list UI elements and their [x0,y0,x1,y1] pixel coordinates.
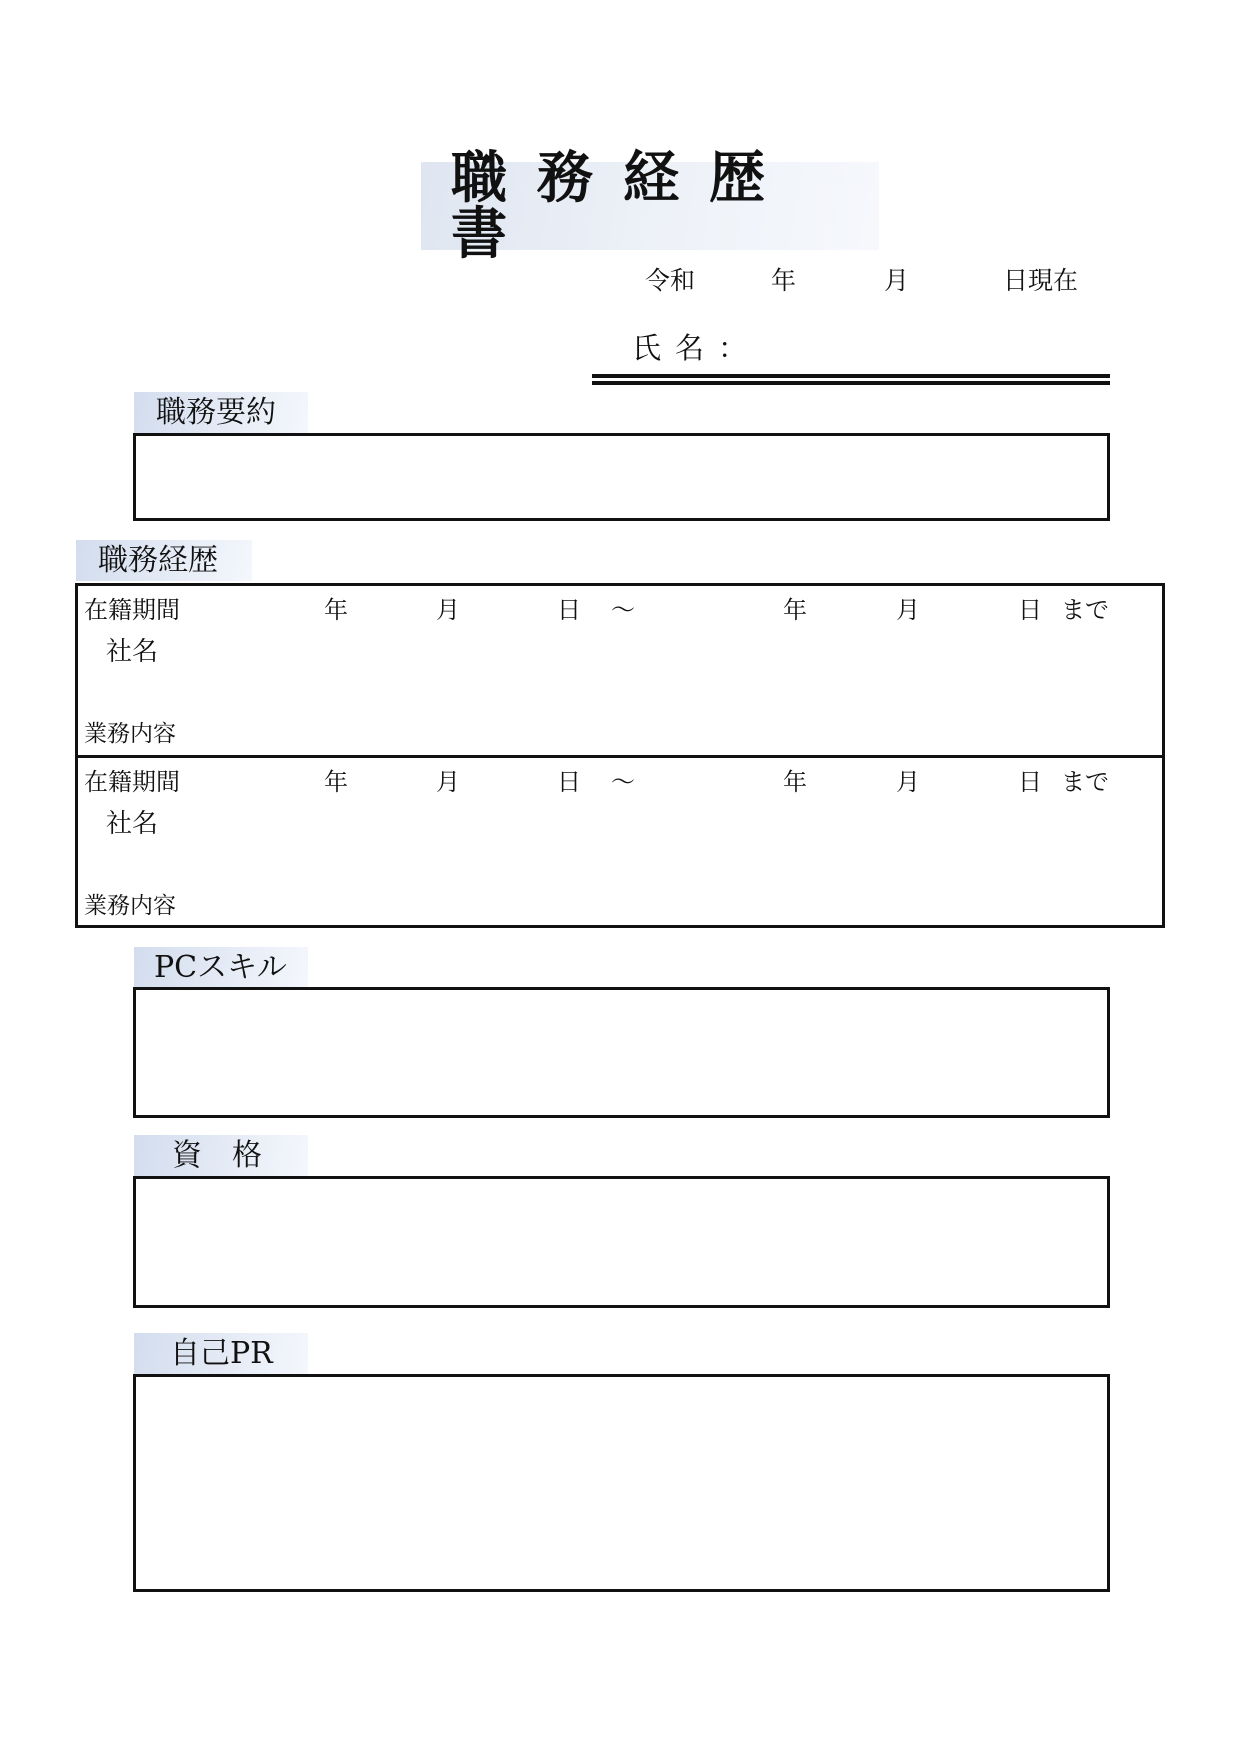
date-era: 令和 [645,266,696,295]
duties-label: 業務内容 [84,893,176,919]
company-label: 社名 [106,637,159,667]
career-row[interactable] [78,755,1162,930]
qualifications-section-label: 資 格 [134,1135,308,1176]
pc-skills-section-label: PCスキル [134,947,308,988]
to-month-label: 月 [896,596,920,624]
to-year-label: 年 [783,768,807,796]
date-month-label: 月 [884,266,910,295]
self-pr-field[interactable] [136,1377,1107,1589]
summary-box [133,433,1110,521]
name-label: 氏名： [632,331,762,365]
duties-label: 業務内容 [84,721,176,747]
career-table [75,583,1165,928]
to-month-label: 月 [896,768,920,796]
period-tilde: 〜 [611,768,635,796]
career-row[interactable] [78,586,1162,758]
from-year-label: 年 [324,768,348,796]
from-day-label: 日 [557,768,581,796]
qualifications-box [133,1176,1110,1308]
company-label: 社名 [106,809,159,839]
to-day-label: 日 [1018,596,1042,624]
date-suffix: 日現在 [1003,266,1079,295]
summary-field[interactable] [136,436,1107,518]
from-month-label: 月 [436,596,460,624]
period-label: 在籍期間 [84,768,180,796]
date-year-label: 年 [771,266,797,295]
qualifications-field[interactable] [136,1179,1107,1305]
self-pr-box [133,1374,1110,1592]
self-pr-section-label: 自己PR [134,1333,308,1374]
to-year-label: 年 [783,596,807,624]
document-title: 職務経歴書 [451,145,795,267]
name-underline-top [592,374,1110,378]
summary-section-label: 職務要約 [134,392,308,433]
period-tilde: 〜 [611,596,635,624]
career-section-label: 職務経歴 [76,540,252,581]
name-field[interactable] [780,330,1104,370]
name-underline-bottom [592,381,1110,385]
from-year-label: 年 [324,596,348,624]
from-month-label: 月 [436,768,460,796]
until-label: まで [1061,768,1109,796]
until-label: まで [1061,596,1109,624]
from-day-label: 日 [557,596,581,624]
to-day-label: 日 [1018,768,1042,796]
pc-skills-box [133,987,1110,1118]
pc-skills-field[interactable] [136,990,1107,1115]
period-label: 在籍期間 [84,596,180,624]
